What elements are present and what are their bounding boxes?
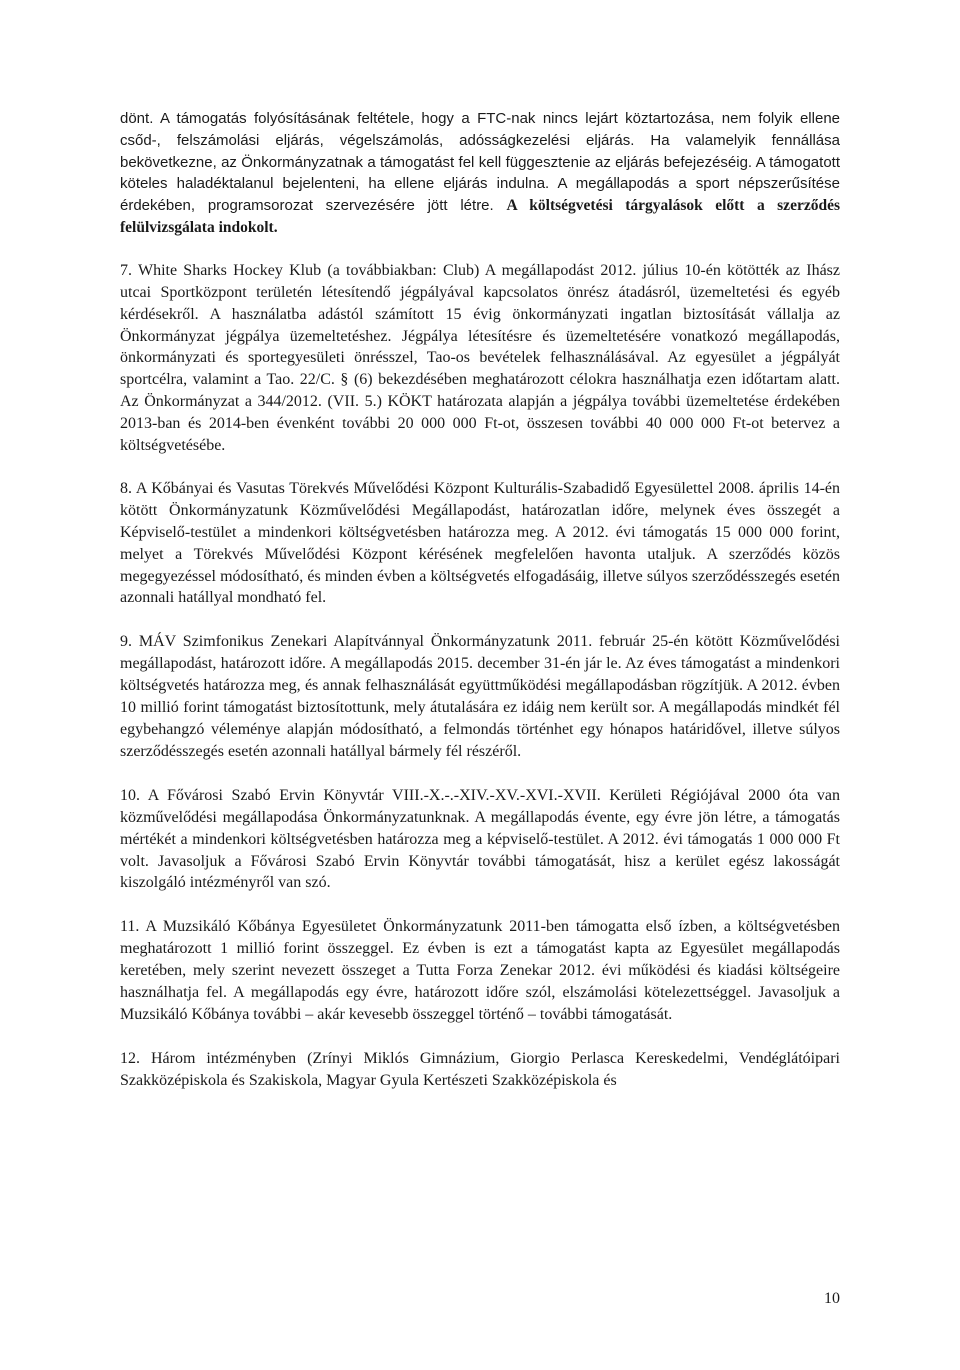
intro-body: dönt. A támogatás folyósításának feltétele, hogy a FTC-nak nincs lejárt köztartozása, nem folyik ellene csőd-, felszámolási eljárás, végelszámolás, adósságkezelési eljárás. Ha valamelyik fennállása bekövetkezne, az Önkormányzatnak a támogatást fel kell függesztenie az eljárás befejezéséig. A támogatott köteles haladéktalanul bejelenteni, ha ellene eljárás indulna. A megállapodás a sport népszerűsítése érdekében, programsorozat szervezésére jött létre.	[120, 110, 840, 215]
section-8-text: 8. A Kőbányai és Vasutas Törekvés Művelődési Központ Kulturális-Szabadidő Egyesülettel 2008. április 14-én kötött Önkormányzatunk Közművelődési Megállapodást, határozatlan időre, melynek éves összegét a Képviselő-testület a mindenkori költségvetésben határozza meg. A 2012. évi támogatás 15 000 000 forint, melyet a Törekvés Művelődési Központ kérésének megfelelően havonta utaljuk. A szerződés közös megegyezéssel módosítható, és minden évben a költségvetés elfogadásáig, illetve súlyos szerződésszegés esetén azonnali hatállyal mondható fel.	[120, 479, 840, 607]
page-number: 10	[824, 1290, 840, 1307]
section-12-text: 12. Három intézményben (Zrínyi Miklós Gimnázium, Giorgio Perlasca Kereskedelmi, Vendéglátóipari Szakközépiskola és Szakiskola, Magyar Gyula Kertészeti Szakközépiskola és	[120, 1049, 840, 1089]
section-11-text: 11. A Muzsikáló Kőbánya Egyesületet Önkormányzatunk 2011-ben támogatta első ízben, a költségvetésben meghatározott 1 millió forint összeggel. Ez évben is ezt a támogatást kapta az Egyesület megállapodás keretében, mely szerint nevezett összeget a Tutta Forza Zenekar 2012. évi működési és kiadási költségeire használhatja fel. A megállapodás egy évre, határozott időre szól, elszámolási kötelezettséggel. Javasoljuk a Muzsikáló Kőbánya további – akár kevesebb összeggel történő – további támogatását.	[120, 918, 840, 1023]
intro-text	[120, 108, 840, 239]
section-10-text: 10. A Fővárosi Szabó Ervin Könyvtár VIII.-X.-.-XIV.-XV.-XVI.-XVII. Kerületi Régiójával 2000 óta van közművelődési megállapodása Önkormányzatunknak. A megállapodás évente, egy évre jön létre, a támogatás mértékét a mindenkori költségvetésben határozza meg a képviselő-testület. A 2012. évi támogatás 1 000 000 Ft volt. Javasoljuk a Fővárosi Szabó Ervin Könyvtár további támogatását, hisz a kerület egész lakosságát kiszolgáló intézményről van szó.	[120, 786, 840, 892]
section-9-text: 9. MÁV Szimfonikus Zenekari Alapítvánnyal Önkormányzatunk 2011. február 25-én kötött Közművelődési megállapodást, határozott időre. A megállapodás 2015. december 31-én jár le. Az éves támogatást a mindenkori költségvetés határozza meg, és annak felhasználását együttműködési megállapodásban rögzítjük. A 2012. évben 10 millió forint támogatást biztosítottunk, mely átutalására ez idáig nem került sor. A megállapodás mindkét fél egybehangzó véleménye alapján módosítható, a felmondás történhet egy hónapos határidővel, illetve súlyos szerződésszegés esetén azonnali hatállyal bármely fél részéről.	[120, 633, 840, 760]
section-7	[120, 260, 840, 457]
section-11	[120, 916, 840, 1026]
intro-bold-sentence: A költségvetési tárgyalások előtt a szerződés felülvizsgálata indokolt.	[120, 197, 840, 236]
document-page	[120, 108, 840, 1092]
section-12	[120, 1048, 840, 1092]
section-7-text: 7. White Sharks Hockey Klub (a továbbiakban: Club) A megállapodást 2012. július 10-én kötötték az Ihász utcai Sportközpont területén létesítendő jégpályával kapcsolatos önrész átadásról, üzemeltetési és egyéb kérdésekről. A használatba adástól számított 15 évig önkormányzati ingatlan biztosítását vállalja az Önkormányzat jégpálya üzemeltetéshez. Jégpálya létesítésre és üzemeltetésére vonatkozó megállapodás, önkormányzati és sportegyesületi önrésszel, Tao-os bevételek felhasználásával. Az egyesület a jégpályát sportcélra, valamint a Tao. 22/C. § (6) bekezdésében meghatározott célokra használhatja ezen időtartam alatt. Az Önkormányzat a 344/2012. (VII. 5.) KÖKT határozata alapján a jégpálya további üzemeltetése érdekében 2013-ban és 2014-ben évenként további 20 000 000 Ft-ot, összesen további 40 000 000 Ft-ot betervez a költségvetésébe.	[120, 261, 840, 455]
intro-paragraph	[120, 108, 840, 239]
section-10	[120, 785, 840, 895]
section-9	[120, 631, 840, 762]
section-8	[120, 478, 840, 609]
